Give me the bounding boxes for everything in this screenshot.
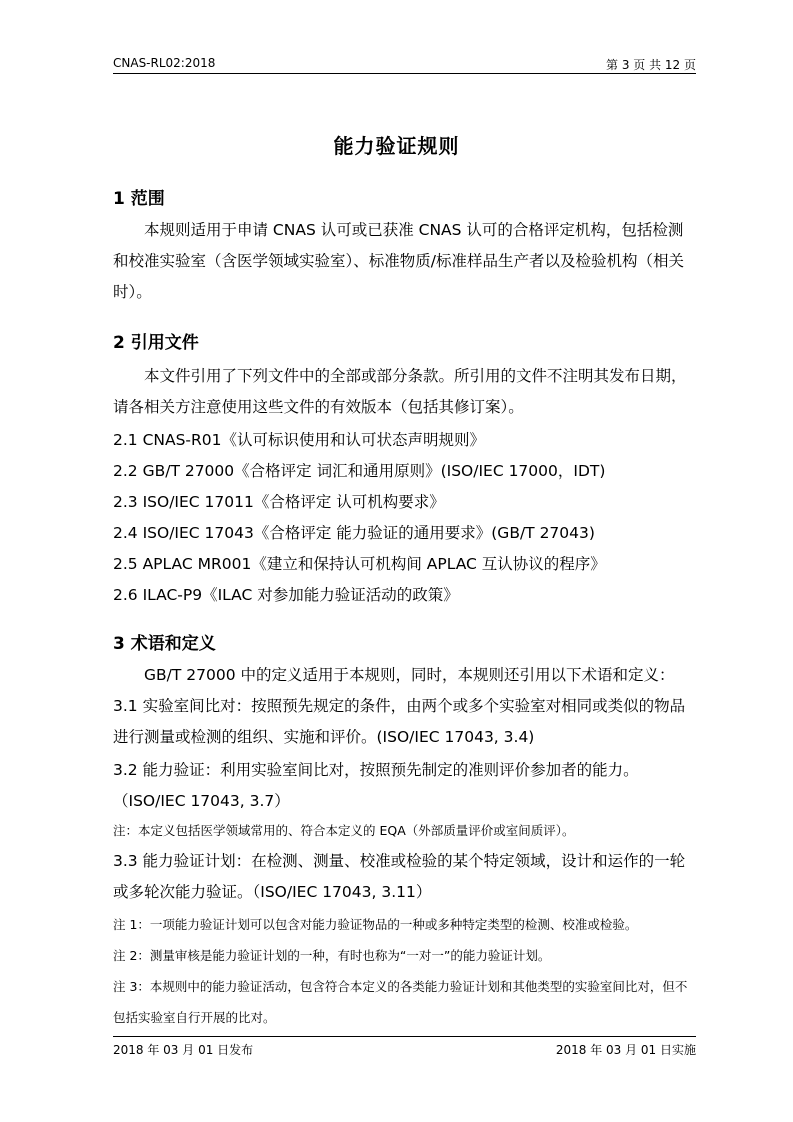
page-header bbox=[113, 55, 696, 74]
reference-item: 2.2 GB/T 27000《合格评定 词汇和通用原则》(ISO/IEC 17000，IDT) bbox=[113, 462, 606, 480]
document-code: CNAS-RL02:2018 bbox=[113, 56, 216, 70]
section-1-heading: 1 范围 bbox=[113, 189, 165, 209]
definition-3-3-note-1: 注 1：一项能力验证计划可以包含对能力验证物品的一种或多种特定类型的检测、校准或检验。 bbox=[113, 917, 638, 932]
reference-item: 2.4 ISO/IEC 17043《合格评定 能力验证的通用要求》(GB/T 27043) bbox=[113, 524, 595, 542]
reference-item: 2.5 APLAC MR001《建立和保持认可机构间 APLAC 互认协议的程序》 bbox=[113, 555, 606, 573]
definition-3-2-note: 注：本定义包括医学领域常用的、符合本定义的 EQA（外部质量评价或室间质评）。 bbox=[113, 823, 575, 838]
definition-3-1: 3.1 实验室间比对：按照预先规定的条件，由两个或多个实验室对相同或类似的物品进行测量或检测的组织、实施和评价。(ISO/IEC 17043, 3.4) bbox=[113, 697, 686, 746]
definition-3-3-note-3: 注 3：本规则中的能力验证活动，包含符合本定义的各类能力验证计划和其他类型的实验室间比对，但不包括实验室自行开展的比对。 bbox=[113, 979, 688, 1025]
page-number: 第 3 页 共 12 页 bbox=[606, 58, 696, 72]
section-3-intro: GB/T 27000 中的定义适用于本规则，同时，本规则还引用以下术语和定义： bbox=[144, 666, 675, 684]
section-3-heading: 3 术语和定义 bbox=[113, 634, 216, 654]
definition-3-3-note-2: 注 2：测量审核是能力验证计划的一种，有时也称为“一对一”的能力验证计划。 bbox=[113, 948, 551, 963]
definition-3-3: 3.3 能力验证计划：在检测、测量、校准或检验的某个特定领域，设计和运作的一轮或多轮次能力验证。（ISO/IEC 17043, 3.11） bbox=[113, 852, 686, 901]
issue-date: 2018 年 03 月 01 日发布 bbox=[113, 1043, 254, 1057]
reference-item: 2.3 ISO/IEC 17011《合格评定 认可机构要求》 bbox=[113, 493, 445, 511]
section-2-body: 本文件引用了下列文件中的全部或部分条款。所引用的文件不注明其发布日期，请各相关方注意使用这些文件的有效版本（包括其修订案）。 bbox=[113, 367, 687, 416]
reference-item: 2.6 ILAC-P9《ILAC 对参加能力验证活动的政策》 bbox=[113, 586, 459, 604]
reference-item: 2.1 CNAS-R01《认可标识使用和认可状态声明规则》 bbox=[113, 431, 486, 449]
page-footer bbox=[113, 1036, 696, 1057]
effective-date: 2018 年 03 月 01 日实施 bbox=[555, 1043, 696, 1057]
section-1-body: 本规则适用于申请 CNAS 认可或已获准 CNAS 认可的合格评定机构，包括检测和校准实验室（含医学领域实验室）、标准物质/标准样品生产者以及检验机构（相关时）。 bbox=[113, 221, 684, 301]
definition-3-2: 3.2 能力验证：利用实验室间比对，按照预先制定的准则评价参加者的能力。（ISO/IEC 17043, 3.7） bbox=[113, 761, 639, 810]
page-title: 能力验证规则 bbox=[333, 134, 460, 158]
section-2-heading: 2 引用文件 bbox=[113, 333, 199, 353]
